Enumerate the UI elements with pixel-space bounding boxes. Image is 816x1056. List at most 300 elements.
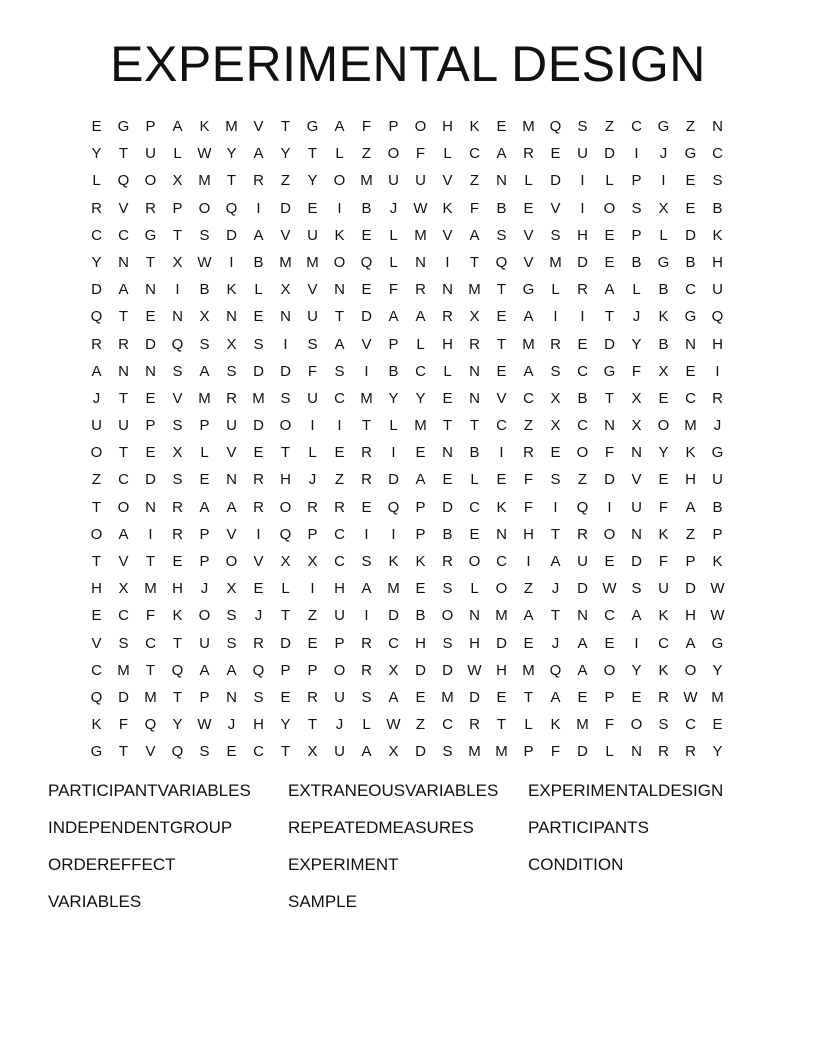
grid-letter: K <box>199 118 210 135</box>
grid-letter: N <box>631 743 642 761</box>
grid-letter: A <box>415 471 426 489</box>
grid-letter: A <box>334 335 345 353</box>
grid-letter: N <box>145 498 156 516</box>
grid-letter: N <box>496 525 507 543</box>
grid-letter: V <box>496 389 507 407</box>
grid-letter: I <box>661 172 666 190</box>
grid-letter: O <box>333 661 346 679</box>
grid-letter: W <box>413 199 428 217</box>
page-title: EXPERIMENTAL DESIGN <box>110 36 706 92</box>
grid-letter: U <box>334 743 345 761</box>
grid-letter: J <box>551 580 560 598</box>
grid-letter: U <box>91 417 102 435</box>
grid-letter: S <box>253 688 264 706</box>
grid-letter: H <box>469 634 480 652</box>
grid-letter: K <box>334 226 345 244</box>
grid-letter: W <box>710 607 725 625</box>
grid-letter: S <box>172 471 183 489</box>
grid-letter: R <box>118 335 129 353</box>
grid-letter: H <box>442 335 453 353</box>
grid-letter: Y <box>388 389 399 407</box>
grid-letter: S <box>712 172 723 190</box>
grid-letter: I <box>256 525 261 543</box>
grid-letter: X <box>388 661 399 679</box>
grid-letter: U <box>712 471 723 489</box>
grid-letter: U <box>226 417 237 435</box>
grid-letter: G <box>117 118 130 135</box>
grid-letter: A <box>361 580 372 598</box>
grid-letter: T <box>307 145 318 163</box>
grid-letter: S <box>577 118 588 135</box>
grid-letter: D <box>577 743 588 761</box>
grid-letter: R <box>685 743 696 761</box>
grid-letter: H <box>685 471 696 489</box>
grid-letter: N <box>442 444 453 462</box>
grid-letter: E <box>685 172 696 190</box>
grid-letter: F <box>604 444 615 462</box>
grid-letter: E <box>685 362 696 380</box>
grid-letter: E <box>496 308 507 326</box>
grid-letter: H <box>91 580 102 598</box>
grid-letter: O <box>576 444 589 462</box>
grid-letter: Y <box>415 389 426 407</box>
grid-letter: M <box>522 118 535 135</box>
grid-letter: P <box>307 525 318 543</box>
grid-letter: C <box>388 634 399 652</box>
grid-letter: W <box>386 716 401 734</box>
grid-letter: C <box>577 417 588 435</box>
grid-letter: D <box>118 688 129 706</box>
grid-letter: P <box>712 525 723 543</box>
grid-letter: G <box>522 281 535 299</box>
grid-letter: X <box>658 199 669 217</box>
grid-letter: X <box>199 308 210 326</box>
grid-letter: S <box>226 607 237 625</box>
grid-letter: W <box>710 580 725 598</box>
grid-letter: G <box>684 308 697 326</box>
grid-letter: V <box>307 281 318 299</box>
grid-letter: N <box>469 362 480 380</box>
grid-letter: X <box>307 743 318 761</box>
grid-letter: Z <box>415 716 426 734</box>
grid-letter: A <box>550 553 561 570</box>
grid-letter: N <box>226 308 237 326</box>
grid-letter: A <box>388 308 399 326</box>
grid-letter: C <box>685 281 696 299</box>
grid-letter: T <box>496 716 507 734</box>
grid-letter: D <box>253 417 264 435</box>
grid-letter: S <box>199 743 210 761</box>
grid-letter: R <box>361 661 372 679</box>
grid-letter: N <box>442 281 453 299</box>
grid-letter: D <box>280 362 291 380</box>
grid-letter: X <box>307 553 318 570</box>
grid-letter: F <box>523 471 534 489</box>
grid-letter: H <box>442 118 453 135</box>
grid-letter: X <box>226 580 237 598</box>
grid-letter: R <box>361 471 372 489</box>
grid-letter: M <box>495 607 508 625</box>
grid-letter: I <box>580 172 585 190</box>
grid-letter: L <box>659 226 668 244</box>
grid-letter: M <box>711 688 724 706</box>
grid-letter: M <box>468 281 481 299</box>
grid-letter: T <box>118 389 129 407</box>
grid-letter: A <box>199 661 210 679</box>
grid-letter: S <box>253 335 264 353</box>
grid-letter: I <box>607 498 612 516</box>
grid-letter: X <box>631 417 642 435</box>
grid-letter: I <box>634 145 639 163</box>
grid-letter: A <box>523 308 534 326</box>
grid-letter: O <box>225 553 238 570</box>
grid-letter: L <box>470 580 479 598</box>
grid-letter: A <box>523 362 534 380</box>
word-list-item: EXPERIMENT <box>288 855 399 874</box>
grid-letter: E <box>442 471 453 489</box>
grid-letter: Q <box>90 688 103 706</box>
grid-letter: V <box>253 553 264 570</box>
grid-letter: L <box>443 362 452 380</box>
grid-letter: F <box>658 553 669 570</box>
grid-letter: H <box>496 661 507 679</box>
grid-letter: I <box>499 444 504 462</box>
grid-letter: Y <box>280 716 291 734</box>
word-list-item: EXTRANEOUSVARIABLES <box>288 781 499 800</box>
grid-letter: Q <box>387 498 400 516</box>
grid-letter: R <box>145 199 156 217</box>
grid-letter: O <box>90 525 103 543</box>
grid-letter: A <box>118 525 129 543</box>
grid-letter: T <box>469 253 480 271</box>
grid-letter: R <box>253 634 264 652</box>
grid-letter: E <box>469 525 480 543</box>
grid-letter: K <box>91 716 102 734</box>
grid-letter: P <box>145 417 156 435</box>
grid-letter: D <box>145 335 156 353</box>
grid-letter: H <box>172 580 183 598</box>
grid-letter: T <box>496 335 507 353</box>
grid-letter: U <box>631 498 642 516</box>
grid-letter: L <box>389 253 398 271</box>
grid-letter: X <box>172 444 183 462</box>
grid-letter: E <box>604 553 615 570</box>
grid-letter: L <box>605 743 614 761</box>
grid-letter: A <box>388 688 399 706</box>
grid-letter: T <box>226 172 237 190</box>
grid-letter: S <box>118 634 129 652</box>
grid-letter: X <box>280 281 291 299</box>
grid-letter: L <box>524 172 533 190</box>
grid-letter: M <box>522 335 535 353</box>
word-list-item: PARTICIPANTVARIABLES <box>48 781 251 800</box>
grid-letter: S <box>334 362 345 380</box>
grid-letter: I <box>634 634 639 652</box>
grid-letter: B <box>415 607 426 625</box>
grid-letter: X <box>118 580 129 598</box>
grid-letter: J <box>227 716 236 734</box>
grid-letter: R <box>307 498 318 516</box>
grid-letter: Y <box>307 172 318 190</box>
grid-letter: S <box>226 362 237 380</box>
grid-letter: P <box>523 743 534 761</box>
grid-letter: T <box>550 607 561 625</box>
grid-letter: D <box>442 498 453 516</box>
grid-letter: G <box>603 362 616 380</box>
grid-letter: I <box>445 253 450 271</box>
grid-letter: I <box>283 335 288 353</box>
grid-letter: E <box>253 580 264 598</box>
word-list-item: PARTICIPANTS <box>528 818 649 837</box>
grid-letter: K <box>712 226 723 244</box>
grid-letter: B <box>388 362 399 380</box>
grid-letter: E <box>577 688 588 706</box>
grid-letter: M <box>144 688 157 706</box>
grid-letter: O <box>684 661 697 679</box>
grid-letter: F <box>388 281 399 299</box>
grid-letter: V <box>442 226 453 244</box>
word-list-item: REPEATEDMEASURES <box>288 818 474 837</box>
grid-letter: J <box>335 716 344 734</box>
grid-letter: R <box>334 498 345 516</box>
grid-letter: L <box>470 471 479 489</box>
grid-letter: C <box>118 607 129 625</box>
grid-letter: F <box>604 716 615 734</box>
grid-letter: R <box>577 525 588 543</box>
grid-letter: D <box>361 308 372 326</box>
grid-letter: P <box>415 525 426 543</box>
grid-letter: W <box>197 253 212 271</box>
grid-letter: X <box>280 553 291 570</box>
grid-letter: E <box>658 471 669 489</box>
grid-letter: C <box>496 553 507 570</box>
grid-letter: G <box>144 226 157 244</box>
grid-letter: U <box>577 553 588 570</box>
grid-letter: M <box>360 172 373 190</box>
grid-letter: O <box>657 417 670 435</box>
grid-letter: E <box>361 281 372 299</box>
grid-letter: Y <box>631 661 642 679</box>
grid-letter: J <box>713 417 722 435</box>
grid-letter: G <box>657 118 670 135</box>
grid-letter: N <box>496 172 507 190</box>
grid-letter: P <box>199 417 210 435</box>
grid-letter: R <box>523 444 534 462</box>
grid-letter: V <box>145 743 156 761</box>
grid-letter: P <box>631 226 642 244</box>
grid-letter: D <box>604 145 615 163</box>
grid-letter: T <box>91 498 102 516</box>
grid-letter: T <box>280 607 291 625</box>
grid-letter: E <box>145 444 156 462</box>
grid-letter: E <box>577 335 588 353</box>
grid-letter: T <box>118 743 129 761</box>
grid-letter: Y <box>631 335 642 353</box>
grid-letter: D <box>469 688 480 706</box>
grid-letter: N <box>415 253 426 271</box>
grid-letter: O <box>279 417 292 435</box>
grid-letter: N <box>118 253 129 271</box>
grid-letter: T <box>604 389 615 407</box>
grid-letter: L <box>281 580 290 598</box>
grid-letter: S <box>280 389 291 407</box>
grid-letter: Q <box>90 308 103 326</box>
grid-letter: N <box>604 417 615 435</box>
grid-letter: M <box>117 661 130 679</box>
grid-letter: C <box>118 226 129 244</box>
grid-letter: O <box>117 498 130 516</box>
grid-letter: P <box>631 172 642 190</box>
grid-letter: D <box>685 226 696 244</box>
grid-letter: P <box>280 661 291 679</box>
grid-letter: C <box>685 389 696 407</box>
grid-letter: J <box>254 607 263 625</box>
grid-letter: D <box>577 253 588 271</box>
grid-letter: S <box>550 362 561 380</box>
grid-letter: E <box>496 688 507 706</box>
grid-letter: E <box>226 743 237 761</box>
grid-letter: K <box>388 553 399 570</box>
grid-letter: L <box>389 417 398 435</box>
grid-letter: Q <box>279 525 292 543</box>
grid-letter: R <box>172 498 183 516</box>
grid-letter: A <box>523 607 534 625</box>
grid-letter: E <box>361 498 372 516</box>
grid-letter: E <box>91 118 102 135</box>
grid-letter: M <box>576 716 589 734</box>
grid-letter: E <box>550 444 561 462</box>
grid-letter: A <box>118 281 129 299</box>
grid-letter: I <box>337 199 342 217</box>
grid-letter: I <box>526 553 531 570</box>
grid-letter: Y <box>91 253 102 271</box>
word-list-item: ORDEREFFECT <box>48 855 176 874</box>
grid-letter: U <box>415 172 426 190</box>
grid-letter: A <box>685 498 696 516</box>
word-list-item: VARIABLES <box>48 892 142 911</box>
grid-letter: R <box>307 688 318 706</box>
grid-letter: H <box>415 634 426 652</box>
grid-letter: Z <box>91 471 102 489</box>
grid-letter: R <box>415 281 426 299</box>
grid-letter: R <box>658 743 669 761</box>
grid-letter: R <box>712 389 723 407</box>
grid-letter: H <box>712 253 723 271</box>
grid-letter: M <box>684 417 697 435</box>
grid-letter: N <box>145 362 156 380</box>
grid-letter: U <box>118 417 129 435</box>
grid-letter: Y <box>226 145 237 163</box>
grid-letter: E <box>361 226 372 244</box>
grid-letter: E <box>307 199 318 217</box>
grid-letter: D <box>388 471 399 489</box>
grid-letter: D <box>685 580 696 598</box>
grid-letter: W <box>467 661 482 679</box>
grid-letter: B <box>658 335 669 353</box>
grid-letter: V <box>523 226 534 244</box>
grid-letter: R <box>172 525 183 543</box>
grid-letter: C <box>145 634 156 652</box>
grid-letter: M <box>522 661 535 679</box>
grid-letter: K <box>658 661 669 679</box>
grid-letter: T <box>91 553 102 570</box>
grid-letter: W <box>197 716 212 734</box>
grid-letter: I <box>148 525 153 543</box>
grid-letter: S <box>631 580 642 598</box>
grid-letter: X <box>226 335 237 353</box>
grid-letter: L <box>416 335 425 353</box>
grid-letter: K <box>469 118 480 135</box>
grid-letter: C <box>91 226 102 244</box>
grid-letter: V <box>226 525 237 543</box>
grid-letter: L <box>92 172 101 190</box>
grid-letter: O <box>468 553 481 570</box>
grid-letter: P <box>199 525 210 543</box>
grid-letter: Y <box>712 743 723 761</box>
grid-letter: P <box>199 553 210 570</box>
grid-letter: F <box>631 362 642 380</box>
grid-letter: E <box>415 688 426 706</box>
grid-letter: E <box>334 444 345 462</box>
grid-letter: F <box>361 118 372 135</box>
grid-letter: Q <box>711 308 724 326</box>
grid-letter: A <box>199 498 210 516</box>
grid-letter: D <box>631 553 642 570</box>
grid-letter: M <box>306 253 319 271</box>
grid-letter: K <box>658 607 669 625</box>
grid-letter: A <box>415 308 426 326</box>
grid-letter: G <box>711 634 724 652</box>
grid-letter: X <box>550 389 561 407</box>
grid-letter: S <box>307 335 318 353</box>
grid-letter: P <box>685 553 696 570</box>
grid-letter: B <box>685 253 696 271</box>
grid-letter: P <box>307 661 318 679</box>
grid-letter: N <box>631 444 642 462</box>
grid-letter: N <box>469 607 480 625</box>
grid-letter: G <box>711 444 724 462</box>
grid-letter: D <box>91 281 102 299</box>
grid-letter: Z <box>469 172 480 190</box>
grid-letter: B <box>469 444 480 462</box>
grid-letter: A <box>577 634 588 652</box>
grid-letter: R <box>91 335 102 353</box>
grid-letter: T <box>280 743 291 761</box>
grid-letter: X <box>550 417 561 435</box>
grid-letter: X <box>388 743 399 761</box>
grid-letter: H <box>253 716 264 734</box>
grid-letter: D <box>415 661 426 679</box>
grid-letter: D <box>280 634 291 652</box>
grid-letter: M <box>225 118 238 135</box>
grid-letter: D <box>280 199 291 217</box>
grid-letter: E <box>253 444 264 462</box>
grid-letter: Q <box>171 743 184 761</box>
grid-letter: Z <box>280 172 291 190</box>
grid-letter: N <box>226 688 237 706</box>
grid-letter: M <box>414 417 427 435</box>
grid-letter: A <box>550 688 561 706</box>
grid-letter: U <box>334 688 345 706</box>
grid-letter: E <box>253 308 264 326</box>
grid-letter: L <box>200 444 209 462</box>
grid-letter: J <box>659 145 668 163</box>
grid-letter: W <box>197 145 212 163</box>
grid-letter: B <box>442 525 453 543</box>
grid-letter: J <box>200 580 209 598</box>
grid-letter: U <box>307 308 318 326</box>
grid-letter: X <box>658 362 669 380</box>
